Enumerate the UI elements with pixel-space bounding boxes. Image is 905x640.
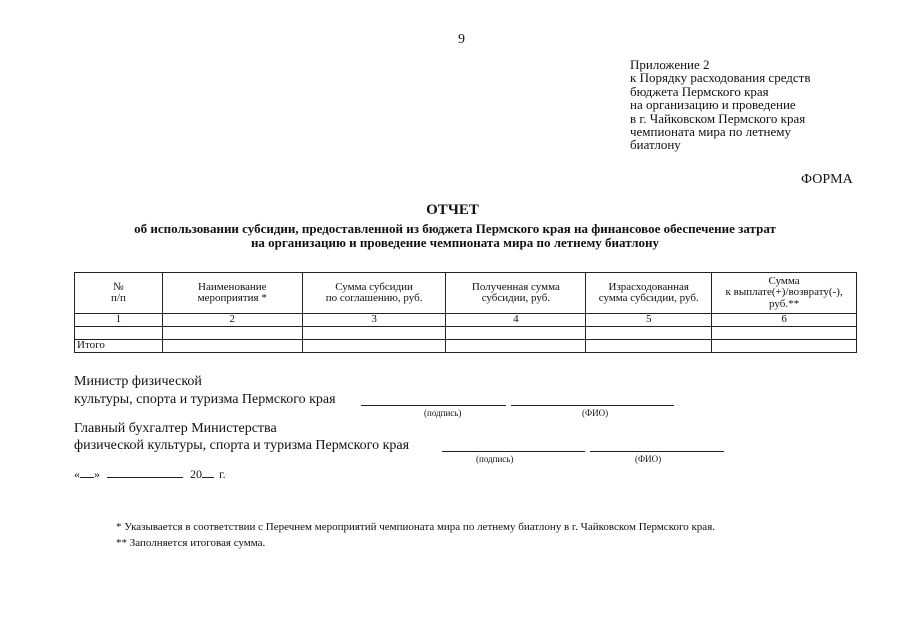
header-cell-received-sum xyxy=(446,273,586,314)
header-cell-agreement-sum xyxy=(302,273,446,314)
fio-caption: (ФИО) xyxy=(635,454,662,464)
empty-cell xyxy=(446,340,586,353)
appendix-line: бюджета Пермского края xyxy=(630,83,769,99)
header-text: Наименование xyxy=(198,280,267,293)
empty-cell xyxy=(586,340,712,353)
header-text: по соглашению, руб. xyxy=(325,292,423,304)
empty-cell xyxy=(712,340,857,353)
year-suffix: г. xyxy=(219,467,226,481)
appendix-line: на организацию и проведение xyxy=(630,97,796,113)
minister-fio-field[interactable] xyxy=(511,394,674,406)
accountant-title-line2: физической культуры, спорта и туризма Пермского края xyxy=(74,438,410,453)
report-subtitle xyxy=(60,222,850,249)
minister-title-line1: Министр физической xyxy=(74,374,202,389)
empty-cell xyxy=(75,327,163,340)
fio-caption: (ФИО) xyxy=(582,408,609,418)
accountant-fio-field[interactable] xyxy=(590,440,724,452)
minister-signature-field[interactable] xyxy=(361,394,506,406)
header-text: мероприятия * xyxy=(197,292,267,304)
report-table xyxy=(74,272,857,353)
date-day-field[interactable] xyxy=(80,467,94,478)
appendix-line: чемпионата мира по летнему xyxy=(630,124,792,140)
header-text: руб.** xyxy=(769,297,800,310)
appendix-line: Приложение 2 xyxy=(630,57,710,72)
date-quote-close: » xyxy=(94,467,100,481)
header-text: субсидии, руб. xyxy=(481,292,551,304)
total-row xyxy=(75,340,857,353)
forma-label: ФОРМА xyxy=(801,172,853,187)
empty-cell xyxy=(302,327,446,340)
subtitle-line: на организацию и проведение чемпионата мира по летнему биатлону xyxy=(250,234,660,250)
column-number: 1 xyxy=(75,314,163,327)
report-title: ОТЧЕТ xyxy=(426,202,479,218)
appendix-line: в г. Чайковском Пермского края xyxy=(630,110,806,126)
header-cell-number xyxy=(75,273,163,314)
empty-cell xyxy=(302,340,446,353)
appendix-line: биатлону xyxy=(630,137,681,153)
date-quote-open: « xyxy=(74,467,80,481)
footnote-events: * Указывается в соответствии с Перечнем мероприятий чемпионата мира по летнему биатлону в г. Чайковском Пермского края. xyxy=(116,521,716,533)
header-text: Сумма субсидии xyxy=(335,280,413,293)
date-year-field[interactable] xyxy=(202,467,214,478)
header-text: Израсходованная xyxy=(608,280,689,293)
subtitle-line: об использовании субсидии, предоставленной из бюджета Пермского края на финансовое обеспечение затрат xyxy=(134,221,776,236)
minister-title-line2: культуры, спорта и туризма Пермского края xyxy=(74,392,336,407)
empty-cell xyxy=(586,327,712,340)
empty-cell xyxy=(162,327,302,340)
date-line xyxy=(74,467,226,482)
header-cell-event xyxy=(162,273,302,314)
empty-cell xyxy=(446,327,586,340)
date-month-field[interactable] xyxy=(107,467,183,478)
header-cell-spent-sum xyxy=(586,273,712,314)
header-text: сумма субсидии, руб. xyxy=(598,292,699,304)
table-row xyxy=(75,327,857,340)
signature-caption: (подпись) xyxy=(424,408,462,418)
accountant-signature-field[interactable] xyxy=(442,440,585,452)
total-label: Итого xyxy=(75,340,163,353)
page-number: 9 xyxy=(458,32,465,47)
footnote-total: ** Заполняется итоговая сумма. xyxy=(116,537,266,549)
column-number: 6 xyxy=(712,314,857,327)
table-header-row xyxy=(75,273,857,314)
header-text: Сумма xyxy=(768,274,800,287)
header-text: № xyxy=(113,280,124,293)
column-number-row xyxy=(75,314,857,327)
header-cell-payment-return xyxy=(712,273,857,314)
empty-cell xyxy=(712,327,857,340)
year-prefix: 20 xyxy=(190,467,202,481)
appendix-line: к Порядку расходования средств xyxy=(630,70,811,86)
empty-cell xyxy=(162,340,302,353)
header-text: Полученная сумма xyxy=(471,280,560,293)
column-number: 2 xyxy=(162,314,302,327)
column-number: 5 xyxy=(586,314,712,327)
accountant-title-line1: Главный бухгалтер Министерства xyxy=(74,421,277,436)
header-text: п/п xyxy=(111,292,126,304)
signature-caption: (подпись) xyxy=(476,454,514,464)
header-text: к выплате(+)/возврату(-), xyxy=(725,286,843,299)
column-number: 3 xyxy=(302,314,446,327)
column-number: 4 xyxy=(446,314,586,327)
appendix-block xyxy=(630,58,890,152)
